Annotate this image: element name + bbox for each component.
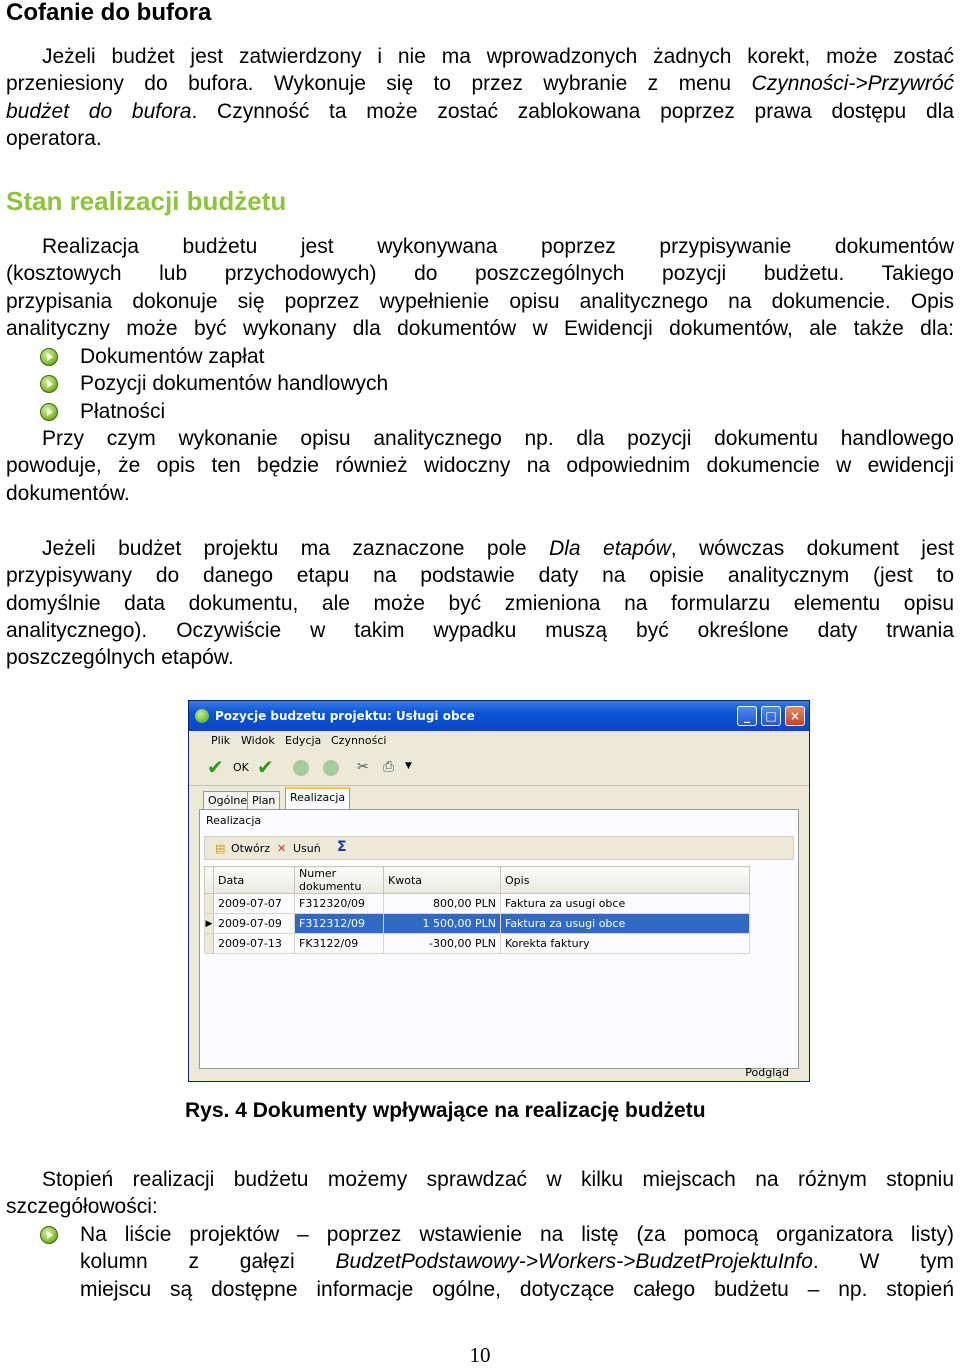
app-icon (195, 709, 209, 723)
group-title: Realizacja (206, 814, 262, 827)
cell-date: 2009-07-09 (214, 914, 295, 934)
green-arrow-bullet-icon (40, 403, 58, 421)
menu-item-edit[interactable]: Edycja (285, 734, 322, 747)
cell-desc: Faktura za usugi obce (501, 894, 750, 914)
realization-panel (199, 809, 799, 1069)
grid-header-row (205, 867, 750, 894)
paragraph-stages (6, 535, 954, 671)
paragraph-buffer (6, 43, 954, 152)
tab-general[interactable]: Ogólne (203, 791, 252, 809)
text-line: Stopień realizacji budżetu możemy sprawdzać w kilku miejscach na różnym stopniu (42, 1168, 954, 1191)
section-heading-buffer: Cofanie do bufora (6, 0, 212, 26)
row-indicator (205, 934, 214, 954)
list-item (40, 1221, 954, 1303)
cell-desc: Korekta faktury (501, 934, 750, 954)
cell-date: 2009-07-13 (214, 934, 295, 954)
grid-toolbar (204, 836, 794, 860)
text-line (6, 70, 954, 97)
menu-bar (189, 731, 809, 751)
bullet-list-doc-types (40, 343, 954, 425)
branch-path: BudzetPodstawowy->Workers->BudzetProjektuInfo (335, 1250, 813, 1274)
text-line: operatora. (6, 126, 102, 150)
cell-number: FK3122/09 (295, 934, 384, 954)
column-header-date[interactable]: Data (214, 867, 295, 894)
text-line: analityczny może być wykonany dla dokumentów w Ewidencji dokumentów, ale także dla: (6, 316, 954, 340)
text-span: kolumn z gałęzi (80, 1250, 336, 1274)
text-line: Na liście projektów – poprzez wstawienie na listę (za pomocą organizatora listy) (80, 1223, 954, 1246)
window-title: Pozycje budzetu projektu: Usługi obce (215, 709, 475, 723)
documents-grid (204, 866, 750, 954)
text-span: przeniesiony do bufora. Wykonuje się to przez wybranie z menu (6, 72, 752, 96)
paragraph-realization (6, 233, 954, 342)
green-arrow-bullet-icon (40, 348, 58, 366)
paragraph-analytic-desc (6, 425, 954, 507)
toolbar (189, 751, 809, 786)
table-row[interactable] (205, 934, 750, 954)
field-name: Dla etapów (549, 537, 671, 560)
cell-desc: Faktura za usugi obce (501, 914, 750, 934)
folder-icon: ▤ (215, 842, 226, 855)
text-line: Realizacja budżetu jest wykonywana poprzez przypisywanie dokumentów (42, 235, 954, 258)
preview-link[interactable]: Podgląd (745, 1066, 789, 1079)
list-item (40, 343, 954, 370)
figure-caption: Rys. 4 Dokumenty wpływające na realizację budżetu (185, 1099, 706, 1122)
bullet-list-places (40, 1221, 954, 1303)
ok-button[interactable]: OK (233, 761, 249, 774)
text-line: analitycznego). Oczywiście w takim wypadku muszą być określone daty trwania (6, 618, 954, 642)
text-line: domyślnie data dokumentu, ale może być zmieniona na formularzu elementu opisu (6, 591, 954, 615)
text-span: , wówczas dokument jest (670, 537, 954, 560)
table-row-selected[interactable] (205, 914, 750, 934)
menu-item-file[interactable]: Plik (211, 734, 231, 747)
list-item (40, 370, 954, 397)
cell-number: F312320/09 (295, 894, 384, 914)
close-icon[interactable]: × (785, 706, 805, 726)
budget-items-window (188, 700, 810, 1082)
print-icon[interactable]: ⎙ (383, 759, 395, 775)
table-row[interactable] (205, 894, 750, 914)
text-line: poszczególnych etapów. (6, 646, 234, 670)
text-span: Jeżeli budżet projektu ma zaznaczone pole (42, 537, 550, 560)
maximize-icon[interactable]: □ (761, 706, 781, 726)
text-span: . Czynność ta może zostać zablokowana poprzez prawa dostępu dla (191, 99, 954, 123)
text-line: przypisania dokonuje się poprzez wypełnienie opisu analitycznego na dokumencie. Opis (6, 289, 954, 313)
text-line: Przy czym wykonanie opisu analitycznego np. dla pozycji dokumentu handlowego (42, 427, 954, 450)
text-line (6, 98, 954, 125)
text-line: powoduje, że opis ten będzie również widoczny na odpowiednim dokumencie w ewidencji (6, 454, 954, 478)
text-line (6, 535, 954, 562)
cell-number: F312312/09 (295, 914, 384, 934)
window-titlebar (189, 701, 809, 731)
tab-plan[interactable]: Plan (247, 791, 280, 809)
list-item-text: Pozycji dokumentów handlowych (80, 372, 389, 396)
delete-button[interactable]: Usuń (293, 842, 321, 855)
tab-realization[interactable]: Realizacja (285, 787, 350, 810)
text-line (80, 1248, 954, 1275)
menu-path: Czynności->Przywróć (751, 72, 954, 96)
save-check-icon[interactable]: ✔ (257, 755, 274, 779)
cell-date: 2009-07-07 (214, 894, 295, 914)
section-heading-budget-status: Stan realizacji budżetu (6, 186, 287, 216)
current-row-arrow-icon: ▶ (205, 914, 214, 934)
tools-icon[interactable]: ✂ (357, 759, 369, 775)
row-indicator (205, 894, 214, 914)
cell-amount: -300,00 PLN (384, 934, 501, 954)
cell-amount: 800,00 PLN (384, 894, 501, 914)
green-arrow-bullet-icon (40, 375, 58, 393)
cell-amount: 1 500,00 PLN (384, 914, 501, 934)
back-icon[interactable] (293, 760, 309, 776)
text-line: Jeżeli budżet jest zatwierdzony i nie ma wprowadzonych żadnych korekt, może zostać (42, 45, 954, 68)
column-header-number[interactable]: Numer dokumentu (295, 867, 384, 894)
column-header-amount[interactable]: Kwota (384, 867, 501, 894)
text-line: przypisywany do danego etapu na podstawie daty na opisie analitycznym (jest to (6, 564, 954, 588)
menu-item-view[interactable]: Widok (241, 734, 275, 747)
delete-icon: ✕ (277, 842, 287, 855)
row-indicator-header (205, 867, 214, 894)
text-line: szczegółowości: (6, 1195, 158, 1219)
list-item-text: Płatności (80, 399, 166, 423)
list-item (40, 398, 954, 425)
chevron-down-icon[interactable]: ▼ (405, 761, 412, 771)
forward-icon[interactable] (323, 760, 339, 776)
menu-item-actions[interactable]: Czynności (331, 734, 387, 747)
column-header-desc[interactable]: Opis (501, 867, 750, 894)
sum-icon[interactable]: Σ (337, 839, 347, 855)
green-arrow-bullet-icon (40, 1226, 58, 1244)
text-span: . W tym (812, 1250, 954, 1274)
minimize-icon[interactable]: _ (737, 706, 757, 726)
text-line: (kosztowych lub przychodowych) do poszczególnych pozycji budżetu. Takiego (6, 262, 954, 286)
paragraph-check-status (6, 1166, 954, 1221)
open-button[interactable]: Otwórz (231, 842, 270, 855)
page-number: 10 (469, 1343, 491, 1367)
text-line: dokumentów. (6, 481, 130, 505)
ok-check-icon[interactable]: ✔ (207, 755, 224, 779)
text-line: miejscu są dostępne informacje ogólne, dotyczące całego budżetu – np. stopień (80, 1277, 954, 1301)
list-item-text: Dokumentów zapłat (80, 345, 265, 368)
menu-path-cont: budżet do bufora (6, 99, 192, 123)
